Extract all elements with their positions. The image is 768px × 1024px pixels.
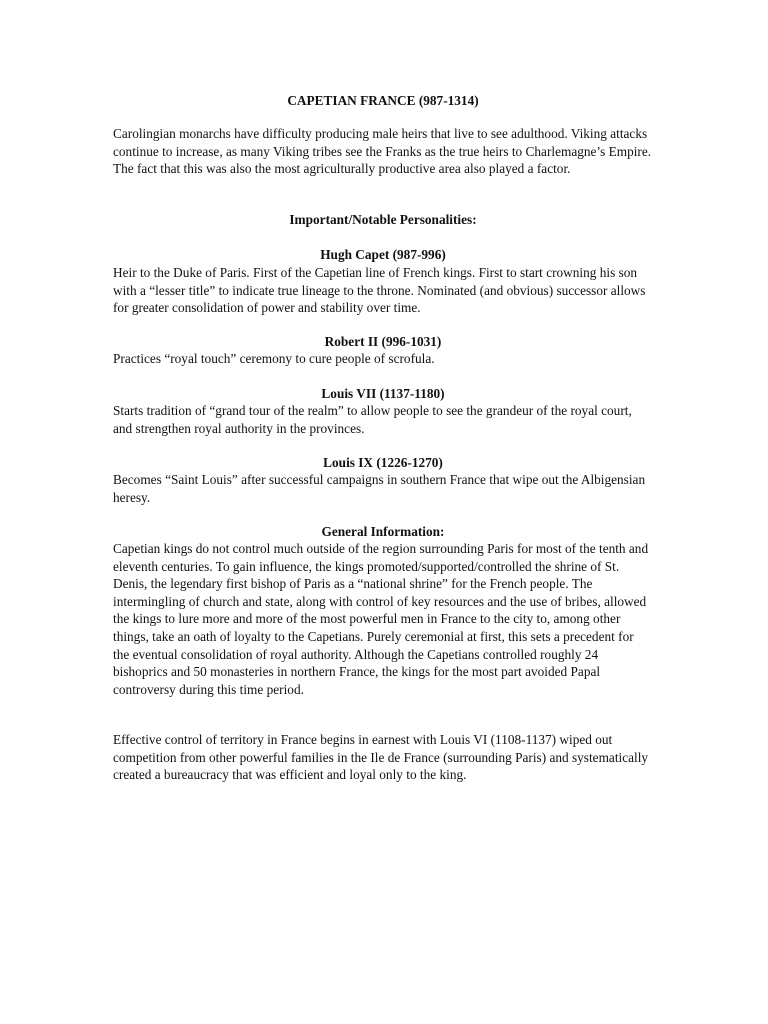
personality-description: Starts tradition of “grand tour of the realm” to allow people to see the grandeur of the royal court, and strengthen royal authority in the provinces. bbox=[113, 403, 632, 436]
personality-description: Becomes “Saint Louis” after successful campaigns in southern France that wipe out the Albigensian heresy. bbox=[113, 472, 646, 505]
page-title: CAPETIAN FRANCE (987-1314) bbox=[287, 93, 479, 108]
personality-description: Practices “royal touch” ceremony to cure people of scrofula. bbox=[113, 351, 435, 366]
personalities-heading: Important/Notable Personalities: bbox=[289, 212, 477, 227]
general-paragraph: Capetian kings do not control much outside of the region surrounding Paris for most of the tenth and eleventh centuries. To gain influence, the kings promoted/supported/controlled the shrine of St. Denis, the legendary first bishop of Paris as a “national shrine” for the French people. The intermingling of church and state, along with control of key resources and the use of bribes, allowed the kings to lure more and more of the most powerful men in France to the city to, among other things, take an oath of loyalty to the Capetians. Purely ceremonial at first, this sets a precedent for the eventual consolidation of royal authority. Although the Capetians controlled roughly 24 bishoprics and 50 monasteries in northern France, the kings for the most part avoided Papal controversy during this time period. bbox=[113, 541, 649, 697]
personality-description: Heir to the Duke of Paris. First of the Capetian line of French kings. First to start crowning his son with a “lesser title” to indicate true lineage to the throne. Nominated (and obvious) successor allows for greater consolidation of power and stability over time. bbox=[113, 265, 646, 316]
personality-name: Louis VII (1137-1180) bbox=[321, 386, 445, 401]
general-heading: General Information: bbox=[321, 524, 445, 539]
closing-paragraph: Effective control of territory in France begins in earnest with Louis VI (1108-1137) wiped out competition from other powerful families in the Ile de France (surrounding Paris) and systematically created a bureaucracy that was efficient and loyal only to the king. bbox=[113, 732, 649, 783]
personality-name: Louis IX (1226-1270) bbox=[323, 455, 443, 470]
personality-name: Robert II (996-1031) bbox=[324, 334, 442, 349]
personality-name: Hugh Capet (987-996) bbox=[320, 247, 446, 262]
intro-paragraph: Carolingian monarchs have difficulty producing male heirs that live to see adulthood. Viking attacks continue to increase, as many Viking tribes see the Franks as the true heirs to Charlemagne’s Empire. The fact that this was also the most agriculturally productive area also played a factor. bbox=[113, 126, 652, 177]
